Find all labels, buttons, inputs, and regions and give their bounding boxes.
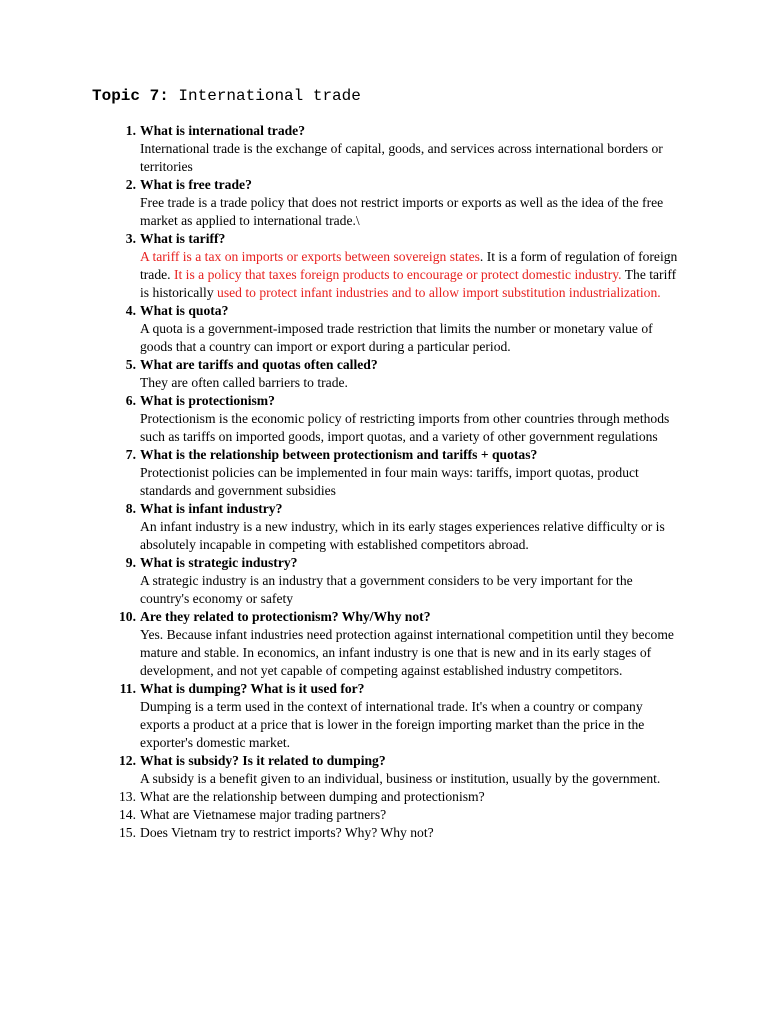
question-text: What is infant industry? xyxy=(140,501,283,516)
answer-text: Free trade is a trade policy that does not restrict imports or exports as well as the idea of the free market as applied to international trade.\ xyxy=(140,195,664,228)
question-item-13 xyxy=(105,788,685,806)
question-number: 8. xyxy=(125,501,136,516)
question-item-3 xyxy=(105,230,685,302)
page-title xyxy=(92,86,361,106)
question-item-9 xyxy=(105,554,685,608)
question-number: 13. xyxy=(119,789,136,804)
question-number: 2. xyxy=(125,177,136,192)
answer-text: A strategic industry is an industry that a government considers to be very important for the country's economy or safety xyxy=(140,573,633,606)
question-list xyxy=(105,122,685,842)
question-number: 4. xyxy=(125,303,136,318)
question-item-4 xyxy=(105,302,685,356)
answer-text: An infant industry is a new industry, which in its early stages experiences relative difficulty or is absolutely incapable in competing with established competitors abroad. xyxy=(140,519,665,552)
question-text: What is protectionism? xyxy=(140,393,275,408)
question-text: Does Vietnam try to restrict imports? Why? Why not? xyxy=(140,825,434,840)
answer-fragment: The tariff is historically xyxy=(140,267,677,300)
question-text: What is strategic industry? xyxy=(140,555,298,570)
question-text: What are tariffs and quotas often called? xyxy=(140,357,378,372)
answer-text: Protectionist policies can be implemented in four main ways: tariffs, import quotas, product standards and government subsidies xyxy=(140,465,639,498)
question-item-14 xyxy=(105,806,685,824)
answer-text: International trade is the exchange of capital, goods, and services across international borders or territories xyxy=(140,141,663,174)
answer-text: A quota is a government-imposed trade restriction that limits the number or monetary value of goods that a country can import or export during a particular period. xyxy=(140,321,653,354)
question-item-11 xyxy=(105,680,685,752)
question-text: What is the relationship between protectionism and tariffs + quotas? xyxy=(140,447,538,462)
question-item-10 xyxy=(105,608,685,680)
question-text: What are Vietnamese major trading partners? xyxy=(140,807,387,822)
highlighted-history: used to protect infant industries and to allow import substitution industrialization. xyxy=(217,285,661,300)
question-item-12 xyxy=(105,752,685,788)
question-number: 7. xyxy=(125,447,136,462)
answer-text xyxy=(140,248,685,302)
answer-text: Dumping is a term used in the context of international trade. It's when a country or company exports a product at a price that is lower in the foreign importing market than the price in the exporter's domestic market. xyxy=(140,699,645,750)
question-item-1 xyxy=(105,122,685,176)
question-number: 6. xyxy=(125,393,136,408)
question-number: 12. xyxy=(119,753,136,768)
highlighted-policy: It is a policy that taxes foreign products to encourage or protect domestic industry. xyxy=(173,267,622,282)
question-text: What is dumping? What is it used for? xyxy=(140,681,365,696)
question-item-2 xyxy=(105,176,685,230)
question-text: What is quota? xyxy=(140,303,229,318)
topic-name: International trade xyxy=(178,87,361,105)
question-item-5 xyxy=(105,356,685,392)
question-text: What is subsidy? Is it related to dumping? xyxy=(140,753,386,768)
question-number: 15. xyxy=(119,825,136,840)
question-text: What are the relationship between dumping and protectionism? xyxy=(140,789,485,804)
answer-text: They are often called barriers to trade. xyxy=(140,375,348,390)
question-number: 10. xyxy=(119,609,136,624)
question-number: 14. xyxy=(119,807,136,822)
question-item-6 xyxy=(105,392,685,446)
question-number: 11. xyxy=(119,681,136,696)
question-item-15 xyxy=(105,824,685,842)
question-item-7 xyxy=(105,446,685,500)
answer-text: Yes. Because infant industries need protection against international competition until they become mature and stable. In economics, an infant industry is one that is new and in its early stages of development, and not yet capable of competing against established industry competitors. xyxy=(140,627,674,678)
topic-label: Topic 7: xyxy=(92,87,169,105)
question-number: 1. xyxy=(125,123,136,138)
answer-text: A subsidy is a benefit given to an individual, business or institution, usually by the government. xyxy=(140,771,661,786)
question-number: 9. xyxy=(125,555,136,570)
question-text: What is tariff? xyxy=(140,231,226,246)
highlighted-definition: A tariff is a tax on imports or exports between sovereign states xyxy=(140,249,480,264)
question-number: 3. xyxy=(125,231,136,246)
question-text: What is international trade? xyxy=(140,123,306,138)
answer-fragment: . It is a form of regulation of foreign trade. xyxy=(140,249,678,282)
answer-text: Protectionism is the economic policy of restricting imports from other countries through methods such as tariffs on imported goods, import quotas, and a variety of other government regulations xyxy=(140,411,670,444)
question-item-8 xyxy=(105,500,685,554)
question-text: Are they related to protectionism? Why/Why not? xyxy=(140,609,431,624)
question-text: What is free trade? xyxy=(140,177,252,192)
question-number: 5. xyxy=(125,357,136,372)
